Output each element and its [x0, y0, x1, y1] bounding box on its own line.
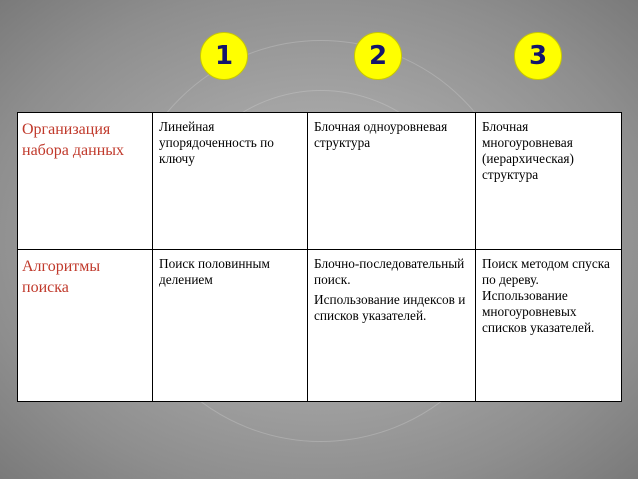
row-header-organization: Организация набора данных	[18, 113, 153, 250]
cell-text: Блочная многоуровневая (иерархическая) структура	[482, 119, 574, 182]
column-badge-3: 3	[514, 32, 562, 80]
table-cell	[308, 113, 476, 250]
cell-text: Поиск методом спуска по дереву. Использование многоуровневых списков указателей.	[482, 256, 610, 335]
comparison-table	[17, 112, 622, 402]
cell-text: Блочная одноуровневая структура	[314, 119, 448, 150]
cell-text: Линейная упорядоченность по ключу	[159, 119, 274, 166]
table-cell	[308, 250, 476, 402]
table-cell	[476, 250, 622, 402]
table-row	[18, 250, 622, 402]
column-badge-2: 2	[354, 32, 402, 80]
cell-text: Поиск половинным делением	[159, 256, 270, 287]
cell-text: Использование индексов и списков указателей.	[314, 292, 466, 323]
column-badge-1: 1	[200, 32, 248, 80]
table-cell	[476, 113, 622, 250]
cell-text: Блочно-последовательный поиск.	[314, 256, 465, 287]
table-cell	[153, 250, 308, 402]
table-row	[18, 113, 622, 250]
row-header-algorithms: Алгоритмы поиска	[18, 250, 153, 402]
table-cell	[153, 113, 308, 250]
